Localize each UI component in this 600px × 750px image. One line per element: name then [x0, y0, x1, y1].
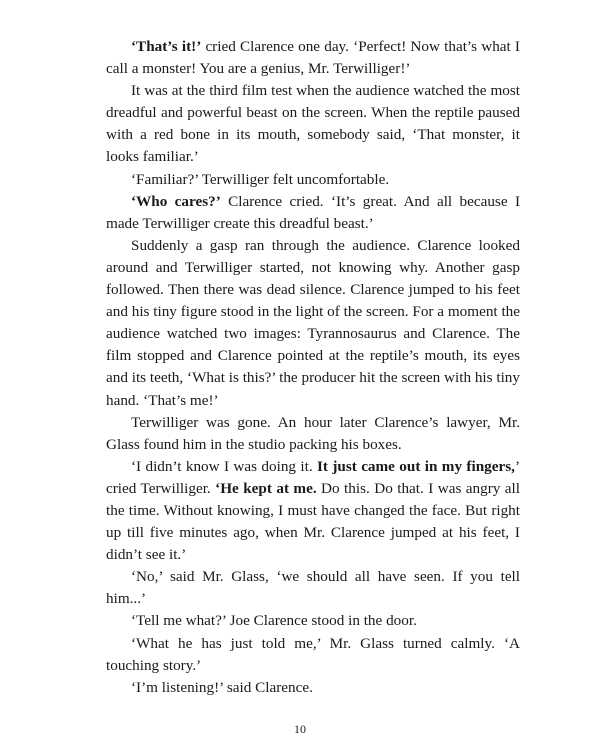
text-segment: ‘Tell me what?’ Joe Clarence stood in the door. [131, 612, 417, 630]
text-segment: Do this. Do that. I was angry all the time. Without knowing, I must have changed the face. But right up till five minutes ago, when Mr. Clarence jumped at his feet, I didn’t see it.’ [106, 479, 520, 564]
paragraph [106, 566, 520, 610]
bold-text-segment: ‘That’s it!’ [131, 38, 202, 55]
paragraph [106, 677, 520, 699]
page-number: 10 [294, 722, 306, 736]
paragraph [106, 191, 520, 235]
paragraph [106, 610, 520, 632]
text-segment: ‘I’m listening!’ said Clarence. [131, 678, 313, 696]
text-segment: It was at the third film test when the audience watched the most dreadful and powerful beast on the screen. When the reptile paused with a red bone in its mouth, somebody said, ‘That monster, it looks familiar.’ [106, 82, 520, 166]
text-segment: ‘I didn’t know I was doing it. [131, 457, 317, 475]
bold-text-segment: ‘He kept at me. [215, 479, 317, 497]
paragraph [106, 412, 520, 456]
text-segment: Clarence cried. ‘It’s great. And all because I made Terwilliger create this dreadful beast.’ [106, 192, 520, 232]
paragraph [106, 80, 520, 168]
text-segment: ‘Familiar?’ Terwilliger felt uncomfortable. [131, 170, 390, 188]
paragraph [106, 36, 520, 80]
page-text [106, 36, 520, 699]
bold-text-segment: ‘Who cares?’ [131, 192, 221, 210]
text-segment: ’ cried Terwilliger. [106, 457, 520, 497]
paragraph [106, 633, 520, 677]
text-segment: cried Clarence one day. ‘Perfect! Now that’s what I call a monster! You are a genius, Mr. Terwilliger!’ [106, 38, 520, 78]
paragraph [106, 169, 520, 191]
paragraph [106, 235, 520, 412]
text-segment: ‘What he has just told me,’ Mr. Glass turned calmly. ‘A touching story.’ [106, 634, 520, 674]
text-segment: Suddenly a gasp ran through the audience. Clarence looked around and Terwilliger started, not knowing why. Another gasp followed. Then there was dead silence. Clarence jumped to his feet and his tiny figure stood in the light of the screen. For a moment the audience watched two images: Tyrannosaurus and Clarence. The film stopped and Clarence pointed at the reptile’s mouth, its eyes and its teeth, ‘What is this?’ the producer hit the screen with his tiny hand. ‘That’s me!’ [106, 236, 520, 409]
text-segment: ‘No,’ said Mr. Glass, ‘we should all have seen. If you tell him...’ [106, 568, 520, 608]
bold-text-segment: It just came out in my fingers, [317, 457, 515, 475]
text-segment: Terwilliger was gone. An hour later Clarence’s lawyer, Mr. Glass found him in the studio packing his boxes. [106, 413, 520, 453]
paragraph [106, 456, 520, 566]
